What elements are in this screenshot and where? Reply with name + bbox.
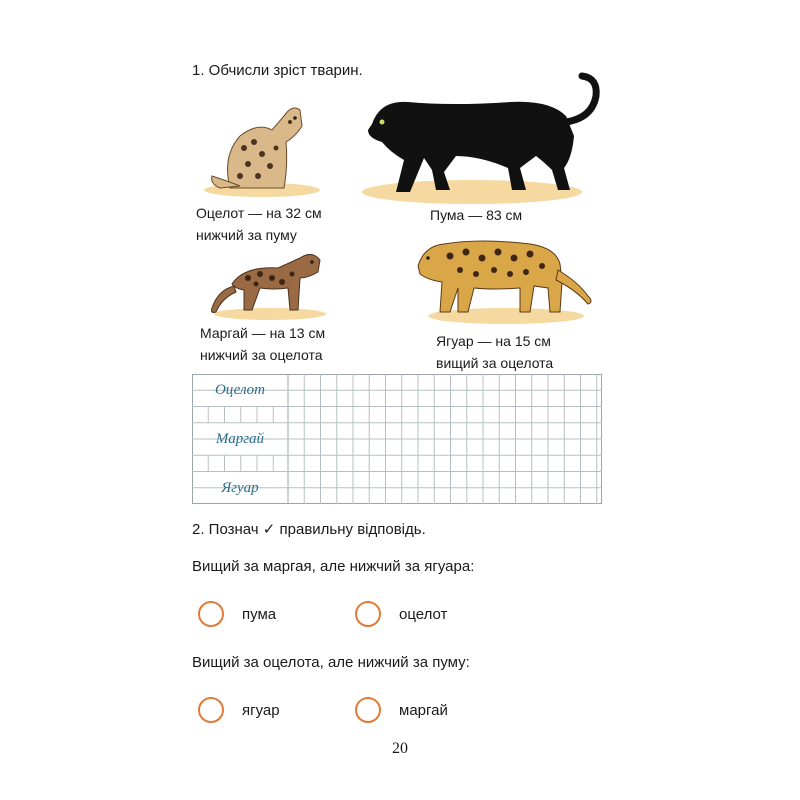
q1-option-puma-label: пума: [242, 605, 277, 623]
grid-row-label-jaguar: Ягуар: [221, 480, 259, 496]
margay-caption: [200, 322, 325, 366]
jaguar-illustration: [410, 230, 600, 326]
jaguar-caption-line1: Ягуар — на 15 см: [436, 333, 551, 349]
q1-option-ocelot-checkbox[interactable]: [355, 601, 381, 627]
question1-text: Вищий за маргая, але нижчий за ягуара:: [192, 558, 475, 575]
answer-grid[interactable]: [192, 374, 602, 504]
q2-option-jaguar-checkbox[interactable]: [198, 697, 224, 723]
task1-title: 1. Обчисли зріст тварин.: [192, 62, 363, 79]
ocelot-caption-line2: нижчий за пуму: [196, 227, 297, 243]
q1-option-puma-checkbox[interactable]: [198, 601, 224, 627]
grid-row-label-ocelot: Оцелот: [214, 382, 266, 398]
grid-row-label-margay: Маргай: [215, 431, 265, 447]
margay-illustration: [204, 244, 328, 322]
q1-option-puma[interactable]: [198, 601, 276, 627]
ocelot-caption-line1: Оцелот — на 32 см: [196, 205, 322, 221]
page-number: 20: [392, 740, 408, 757]
margay-caption-line1: Маргай — на 13 см: [200, 325, 326, 341]
jaguar-caption-line2: вищий за оцелота: [436, 355, 554, 371]
q2-option-margay-label: маргай: [399, 701, 448, 719]
q1-option-ocelot[interactable]: [355, 601, 447, 627]
puma-illustration: [360, 72, 610, 206]
q2-option-margay-checkbox[interactable]: [355, 697, 381, 723]
q1-option-ocelot-label: оцелот: [399, 605, 448, 623]
puma-caption: Пума — 83 см: [430, 207, 523, 223]
ocelot-caption: [196, 202, 322, 246]
q2-option-jaguar[interactable]: [198, 697, 280, 723]
q2-option-margay[interactable]: [355, 697, 448, 723]
question2-text: Вищий за оцелота, але нижчий за пуму:: [192, 654, 470, 671]
ocelot-illustration: [200, 96, 330, 200]
q2-option-jaguar-label: ягуар: [242, 701, 280, 719]
jaguar-caption: [436, 330, 553, 374]
task2-title: 2. Познач ✓ правильну відповідь.: [192, 521, 426, 538]
margay-caption-line2: нижчий за оцелота: [200, 347, 323, 363]
